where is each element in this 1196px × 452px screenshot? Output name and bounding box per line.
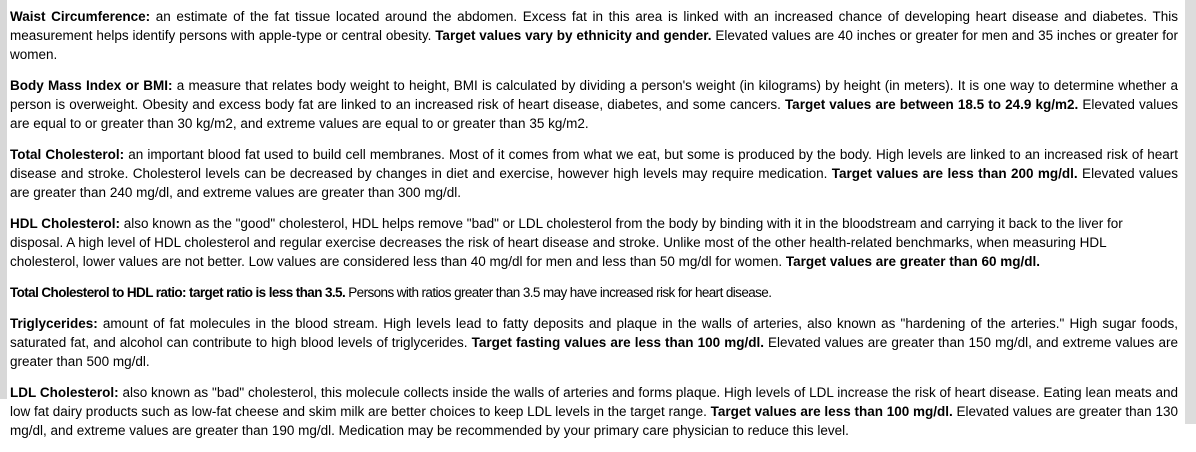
bold-text-run: Total Cholesterol to HDL ratio: target ratio is less than 3.5. [10,285,346,300]
bold-text-run: Target values are less than 100 mg/dl. [710,404,953,419]
text-run: Persons with ratios greater than 3.5 may have increased risk for heart disease. [345,285,772,300]
text-run: amount of fat molecules in the blood stream. High levels lead to fatty deposits and plaque in the walls of arteries, also known as "hardening of the arteries." High sugar foods, saturated fat, and alcohol can contribute to high blood levels of triglycerides. [10,316,1178,350]
bold-text-run: Target values vary by ethnicity and gender. [435,28,712,43]
text-run: Elevated values are greater than 240 mg/dl, and extreme values are greater than 300 mg/dl. [10,166,1179,200]
paragraph-ldl-cholesterol [10,383,1178,440]
text-run: a measure that relates body weight to height, BMI is calculated by dividing a person's weight (in kilograms) by height (in meters). It is one way to determine whether a person is overweight. Obesity and excess body fat are linked to an increased risk of heart disease, diabetes, and some cancers. [10,78,1178,112]
text-run: Elevated values are 40 inches or greater for men and 35 inches or greater for women. [10,28,1178,62]
text-run: Elevated values are greater than 150 mg/dl, and extreme values are greater than 500 mg/dl. [10,335,1178,369]
paragraph-hdl-cholesterol [10,214,1178,271]
right-scrollbar-track[interactable] [1185,0,1196,424]
bold-text-run: LDL Cholesterol: [10,385,119,400]
text-run: also known as the "good" cholesterol, HDL helps remove "bad" or LDL cholesterol from the body by binding with it in the bloodstream and carrying it back to the liver for disposal. A high level of HDL cholesterol and regular exercise decreases the risk of heart disease and stroke. Unlike most of the other health-related benchmarks, when measuring HDL cholesterol, lower values are not better. Low values are considered less than 40 mg/dl for men and less than 50 mg/dl for women. [10,216,1123,269]
bold-text-run: Body Mass Index or BMI: [10,78,173,93]
bold-text-run: HDL Cholesterol: [10,216,121,231]
bold-text-run: Target fasting values are less than 100 mg/dl. [471,335,764,350]
text-run: an estimate of the fat tissue located around the abdomen. Excess fat in this area is linked with an increased chance of developing heart disease and diabetes. This measurement helps identify persons with apple-type or central obesity. [10,9,1178,43]
bold-text-run: Target values are greater than 60 mg/dl. [785,254,1041,269]
text-run: Elevated values are equal to or greater than 30 kg/m2, and extreme values are equal to or greater than 35 kg/m2. [10,97,1179,131]
paragraph-triglycerides [10,314,1178,371]
bold-text-run: Target values are between 18.5 to 24.9 kg/m2. [784,97,1079,112]
bold-text-run: Waist Circumference: [10,9,151,24]
bold-text-run: Triglycerides: [10,316,98,331]
text-run: also known as "bad" cholesterol, this molecule collects inside the walls of arteries and forms plaque. High levels of LDL increase the risk of heart disease. Eating lean meats and low fat dairy products such as low-fat cheese and skim milk are better choices to keep LDL levels in the target range. [10,385,1179,419]
paragraph-waist-circumference [10,7,1178,64]
definitions-document [10,0,1178,452]
bold-text-run: Target values are less than 200 mg/dl. [831,166,1078,181]
text-run: Elevated values are greater than 130 mg/dl, and extreme values are greater than 190 mg/dl. Medication may be recommended by your primary care physician to reduce this level. [10,404,1178,438]
paragraph-total-cholesterol [10,145,1178,202]
paragraph-body-mass-index [10,76,1178,133]
paragraph-cholesterol-hdl-ratio [10,283,1178,302]
bold-text-run: Total Cholesterol: [10,147,125,162]
left-gutter [0,0,7,399]
text-run: an important blood fat used to build cell membranes. Most of it comes from what we eat, but some is produced by the body. High levels are linked to an increased risk of heart disease and stroke. Cholesterol levels can be decreased by changes in diet and exercise, however high levels may require medication. [10,147,1178,181]
